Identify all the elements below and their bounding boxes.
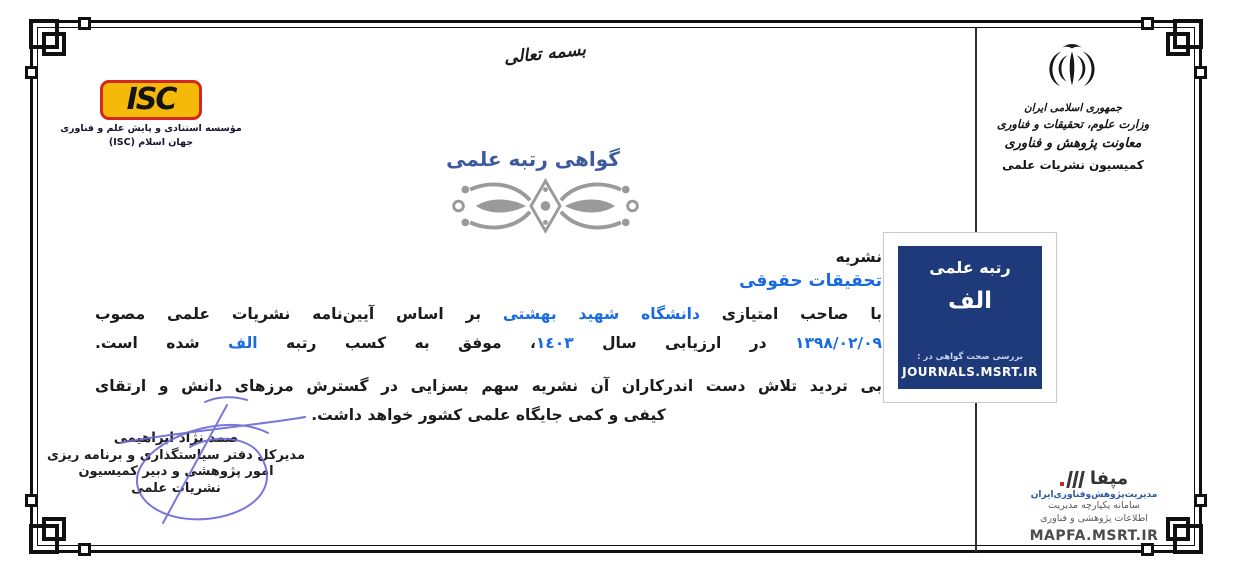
body-line [95, 329, 882, 358]
mapfa-caption-line3: اطلاعات پژوهشی و فناوری [1040, 512, 1148, 524]
text-segment: ، موفق به کسب رتبه [257, 333, 536, 352]
approval-date: ۱۳۹۸/۰۲/۰۹ [794, 333, 882, 352]
mapfa-logo-text: مپفا [1089, 468, 1129, 489]
body-line [95, 300, 882, 329]
badge-verify-url: JOURNALS.MSRT.IR [902, 365, 1038, 379]
rank-badge-inner [898, 246, 1042, 389]
journal-name: تحقیقات حقوقی [739, 271, 882, 291]
letterhead-country: جمهوری اسلامی ایران [1023, 102, 1123, 114]
signature-scribble-icon [108, 393, 313, 535]
signatory-role-line3: نشریات علمی [131, 481, 221, 497]
mapfa-logo [1000, 462, 1188, 488]
corner-knot-icon [1141, 17, 1154, 30]
iran-emblem-icon [1041, 40, 1103, 94]
isc-logo-text: ISC [126, 82, 176, 117]
text-segment: شده است. [95, 333, 229, 352]
body-line: کیفی و کمی جایگاه علمی کشور خواهد داشت. [311, 405, 666, 424]
signatory-name: صمد نژاد ابراهیمی [113, 430, 239, 446]
mapfa-dot-icon [1060, 482, 1064, 486]
corner-knot-icon [1194, 66, 1207, 79]
corner-knot-icon [1194, 494, 1207, 507]
badge-title: رتبه علمی [929, 258, 1011, 277]
mapfa-caption-line2: سامانه یکپارچه مدیریت [1048, 500, 1140, 511]
signatory-role-line2: امور پژوهشی و دبیر کمیسیون [78, 464, 274, 480]
corner-knot-icon [1166, 32, 1190, 56]
ornament-divider-icon [448, 177, 643, 235]
mapfa-url: MAPFA.MSRT.IR [1029, 527, 1159, 544]
isc-captions [60, 122, 242, 150]
rank-badge [883, 232, 1057, 403]
mapfa-caption-blue: مدیریت‌پژوهش‌وفناوری‌ایران [1030, 490, 1158, 500]
certificate-title: گواهی رتبه علمی [446, 147, 620, 171]
badge-verify-label: بررسی صحت گواهی در : [917, 352, 1023, 362]
evaluation-year: ۱٤۰۳ [535, 333, 574, 352]
text-segment: بر اساس آیین‌نامه نشریات علمی مصوب [95, 305, 503, 323]
text-segment: با صاحب امتیازی [699, 305, 882, 323]
corner-knot-icon [78, 17, 91, 30]
corner-knot-icon [1141, 543, 1154, 556]
mapfa-bars-icon [1066, 471, 1088, 488]
isc-logo [100, 80, 202, 120]
corner-knot-icon [42, 517, 66, 541]
isc-caption-line2: جهان اسلام (ISC) [108, 136, 194, 148]
corner-knot-icon [25, 66, 38, 79]
corner-knot-icon [42, 32, 66, 56]
university-name: دانشگاه شهید بهشتی [502, 305, 700, 323]
letterhead-deputy: معاونت پژوهش و فناوری [1004, 136, 1142, 152]
ministry-letterhead [982, 100, 1164, 175]
rank-value: الف [228, 333, 258, 352]
letterhead-commission: کمیسیون نشریات علمی [1002, 158, 1144, 173]
bismillah-calligraphy: بسمه تعالی [503, 39, 587, 69]
body-line: بی تردید تلاش دست اندرکاران آن نشریه سهم بسزایی در گسترش مرزهای دانش و ارتقای [95, 377, 882, 395]
badge-rank: الف [948, 288, 992, 314]
mapfa-block [1000, 462, 1188, 544]
paragraph-evaluation [95, 300, 882, 357]
isc-caption-line1: مؤسسه استنادی و پایش علم و فناوری [60, 123, 242, 134]
letterhead-ministry: وزارت علوم، تحقیقات و فناوری [996, 117, 1150, 132]
journal-label: نشریه [835, 248, 882, 266]
text-segment: در ارزیابی سال [573, 333, 795, 352]
signatory-role-line1: مدیرکل دفتر سیاستگذاری و برنامه ریزی [47, 447, 305, 463]
corner-knot-icon [78, 543, 91, 556]
